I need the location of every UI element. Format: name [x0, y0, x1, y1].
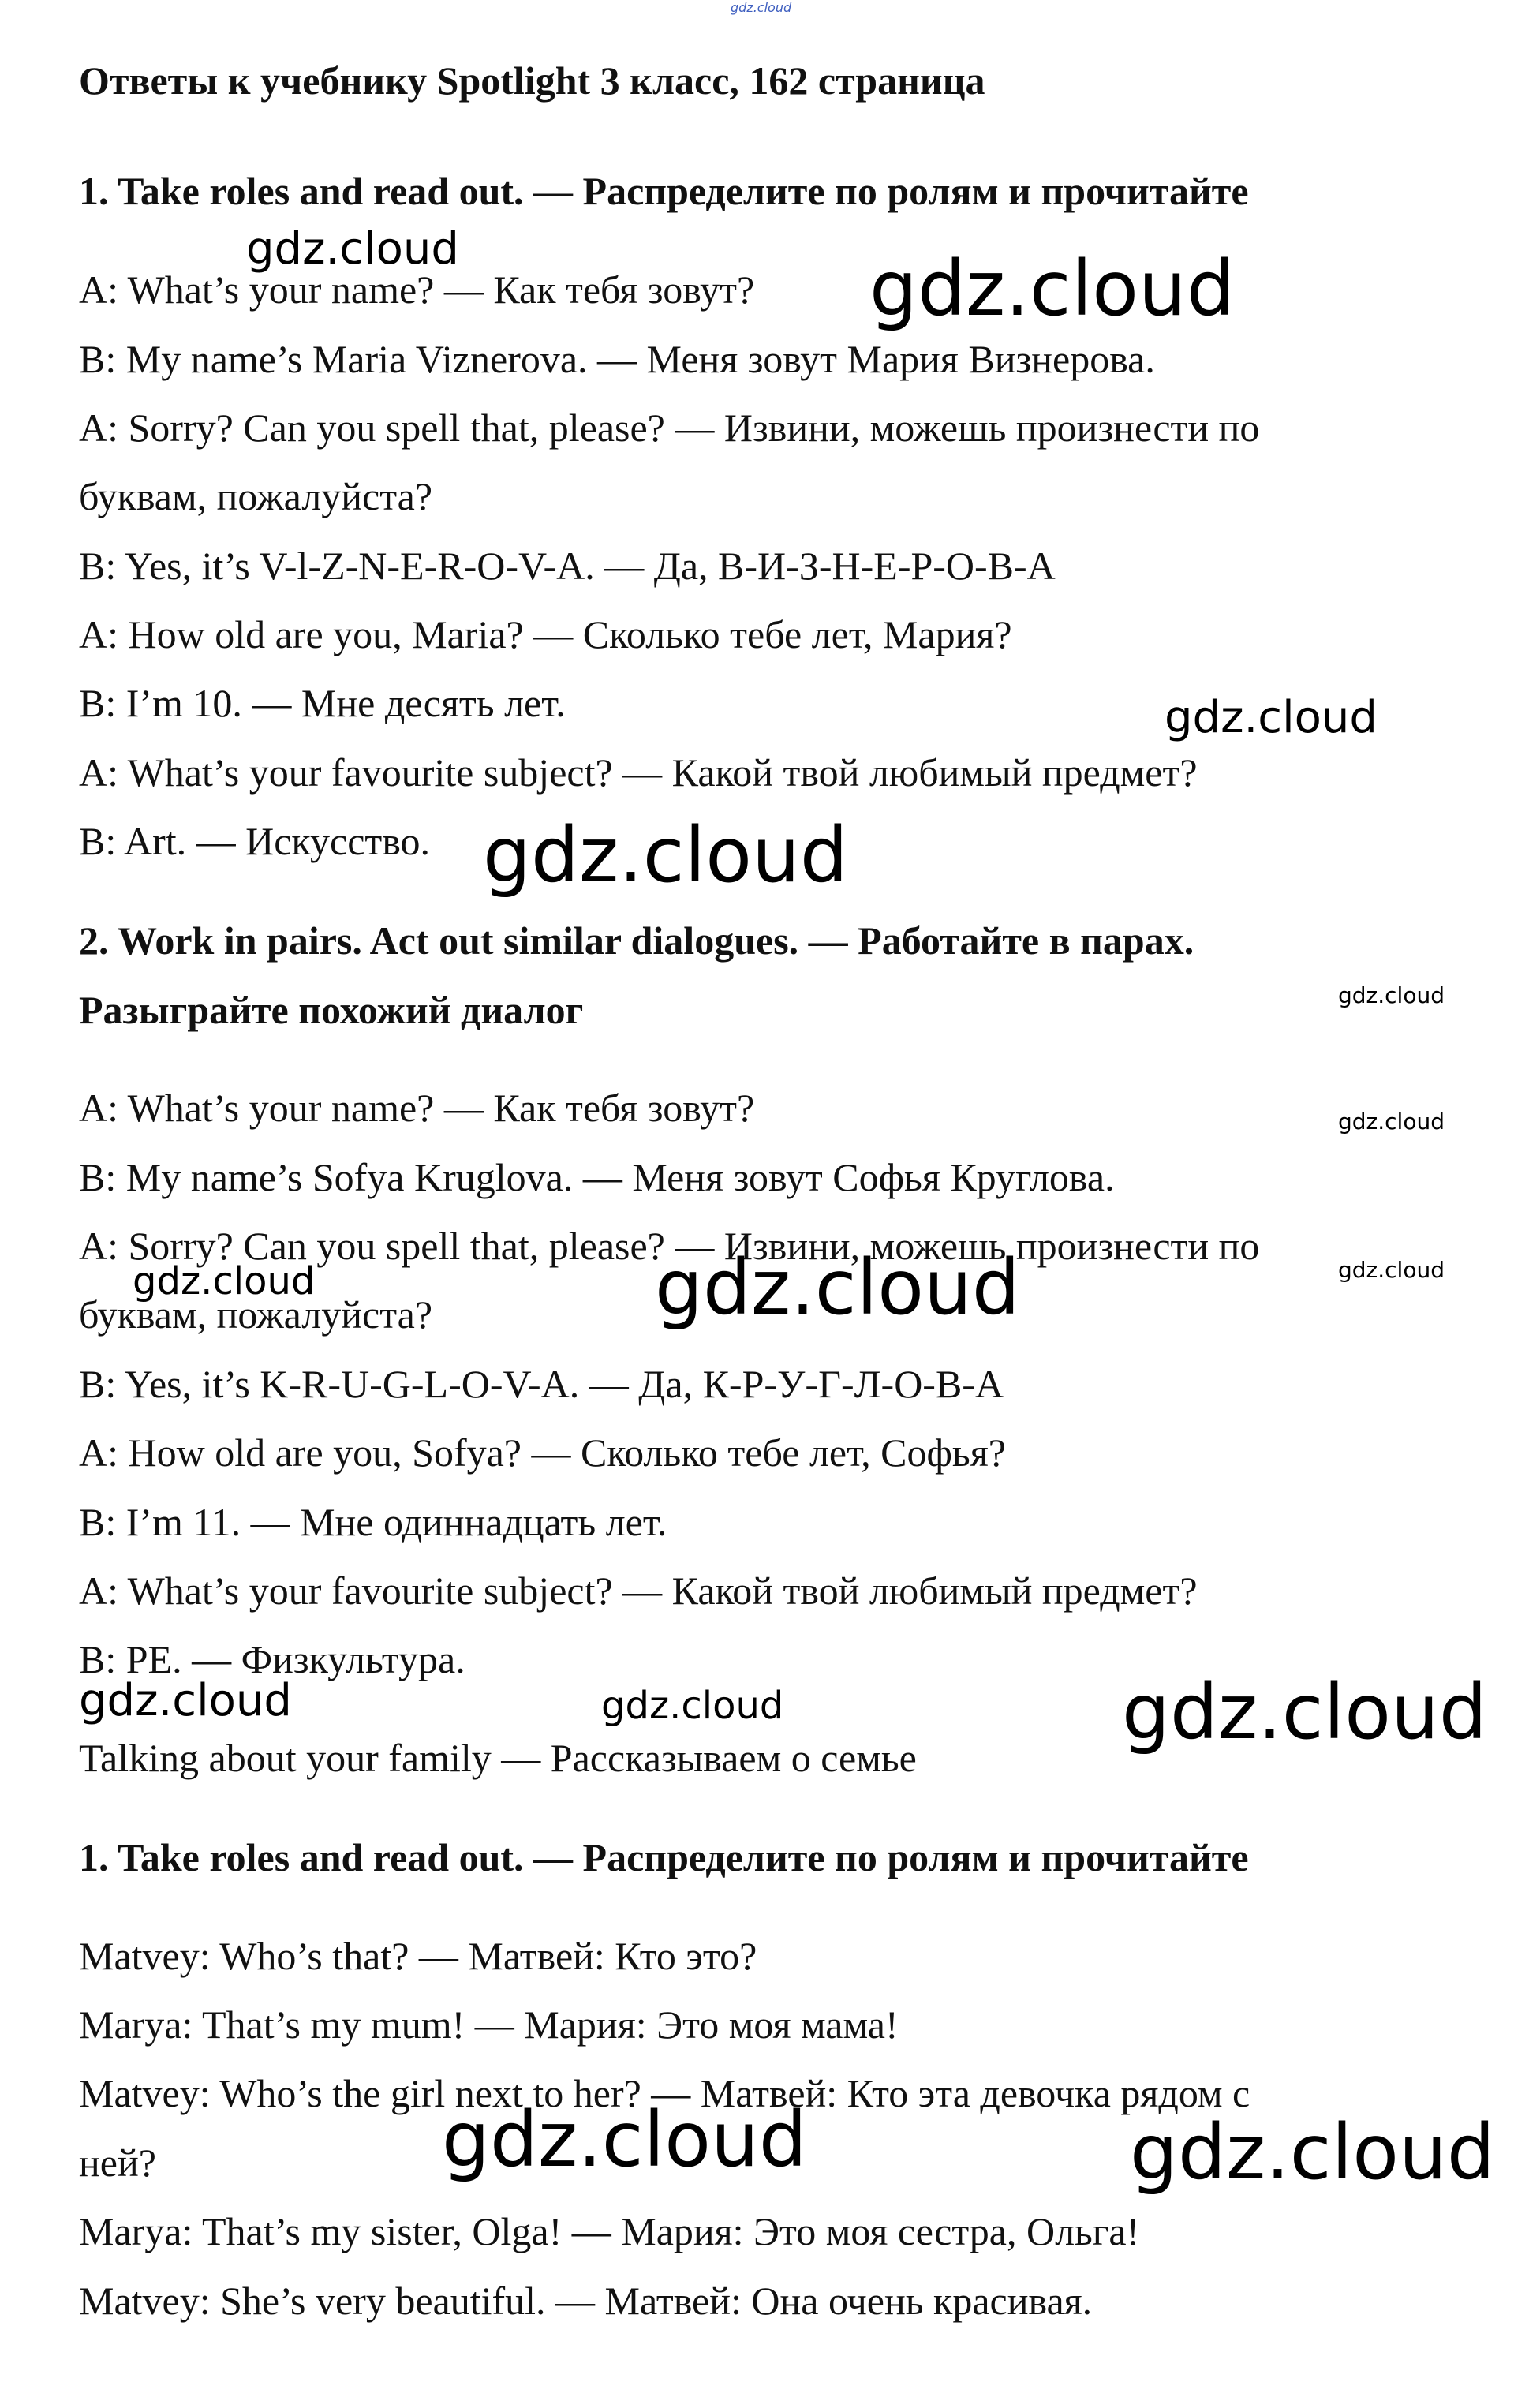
dialogue-line: Matvey: She’s very beautiful. — Матвей: Она очень красивая. [79, 2279, 1093, 2323]
watermark: gdz.cloud [1122, 1668, 1487, 1756]
section3-heading: 1. Take roles and read out. — Распределите по ролям и прочитайте [79, 1835, 1249, 1879]
dialogue-line: B: I’m 10. — Мне десять лет. [79, 681, 566, 725]
watermark: gdz.cloud [1338, 982, 1445, 1008]
watermark: gdz.cloud [483, 811, 848, 899]
dialogue-line: B: I’m 11. — Мне одиннадцать лет. [79, 1500, 667, 1544]
family-section-title: Talking about your family — Рассказываем о семье [79, 1736, 917, 1780]
watermark: gdz.cloud [1165, 692, 1378, 743]
watermark: gdz.cloud [869, 245, 1235, 333]
dialogue-line: буквам, пожалуйста? [79, 1292, 433, 1337]
watermark: gdz.cloud [1338, 1257, 1445, 1283]
dialogue-line: B: Art. — Искусство. [79, 819, 431, 863]
dialogue-line: B: My name’s Maria Viznerova. — Меня зовут Мария Визнерова. [79, 337, 1155, 381]
dialogue-line: Marya: That’s my mum! — Мария: Это моя мама! [79, 2002, 899, 2047]
dialogue-line: Matvey: Who’s the girl next to her? — Матвей: Кто эта девочка рядом с [79, 2071, 1250, 2115]
watermark: gdz.cloud [601, 1684, 784, 1728]
dialogue-line: A: What’s your name? — Как тебя зовут? [79, 1086, 755, 1130]
dialogue-line: буквам, пожалуйста? [79, 474, 433, 518]
watermark: gdz.cloud [79, 1675, 292, 1726]
dialogue-line: ней? [79, 2141, 156, 2185]
dialogue-line: B: PE. — Физкультура. [79, 1637, 465, 1681]
watermark: gdz.cloud [655, 1243, 1020, 1332]
dialogue-line: A: How old are you, Maria? — Сколько тебе лет, Мария? [79, 612, 1012, 656]
watermark: gdz.cloud [442, 2096, 807, 2184]
dialogue-line: B: My name’s Sofya Kruglova. — Меня зовут Софья Круглова. [79, 1155, 1115, 1199]
dialogue-line: A: What’s your favourite subject? — Какой твой любимый предмет? [79, 1569, 1198, 1613]
dialogue-line: A: What’s your favourite subject? — Какой твой любимый предмет? [79, 750, 1198, 795]
page-title: Ответы к учебнику Spotlight 3 класс, 162 страница [79, 58, 985, 103]
watermark: gdz.cloud [1130, 2108, 1495, 2197]
dialogue-line: Matvey: Who’s that? — Матвей: Кто это? [79, 1934, 757, 1978]
dialogue-line: B: Yes, it’s K-R-U-G-L-O-V-A. — Да, К-Р-У-Г-Л-О-В-А [79, 1362, 1004, 1406]
watermark: gdz.cloud [246, 223, 459, 275]
dialogue-line: B: Yes, it’s V-l-Z-N-E-R-O-V-A. — Да, В-И-З-Н-Е-Р-О-В-А [79, 544, 1056, 588]
watermark: gdz.cloud [133, 1259, 316, 1303]
dialogue-line: A: What’s your name? — Как тебя зовут? [79, 267, 755, 312]
dialogue-line: A: Sorry? Can you spell that, please? — Извини, можешь произнести по [79, 1224, 1260, 1268]
section2-heading: 2. Work in pairs. Act out similar dialogues. — Работайте в парах. [79, 918, 1194, 963]
dialogue-line: Marya: That’s my sister, Olga! — Мария: Это моя сестра, Ольга! [79, 2209, 1140, 2253]
section1-heading: 1. Take roles and read out. — Распределите по ролям и прочитайте [79, 169, 1249, 213]
dialogue-line: A: Sorry? Can you spell that, please? — Извини, можешь произнести по [79, 406, 1260, 450]
watermark: gdz.cloud [1338, 1109, 1445, 1135]
dialogue-line: A: How old are you, Sofya? — Сколько тебе лет, Софья? [79, 1430, 1006, 1475]
header-watermark: gdz.cloud [731, 0, 792, 15]
section2-heading-continued: Разыграйте похожий диалог [79, 988, 584, 1032]
